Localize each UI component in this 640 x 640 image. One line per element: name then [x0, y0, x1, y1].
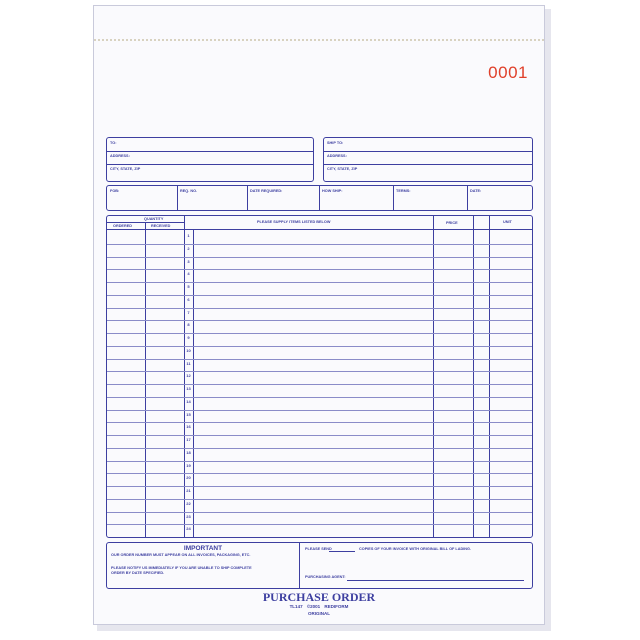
row-divider — [107, 244, 532, 245]
row-number: 8 — [187, 322, 190, 328]
form-title: PURCHASE ORDER — [262, 590, 376, 604]
row-number: 5 — [187, 284, 190, 289]
row-number: 19 — [186, 462, 191, 468]
row-number: 9 — [187, 335, 190, 340]
row-number: 4 — [187, 271, 190, 277]
row-number: 13 — [186, 386, 191, 391]
row-number: 15 — [186, 411, 191, 417]
address-label: ADDRESS: — [110, 154, 130, 158]
ship-address-label: ADDRESS: — [327, 154, 347, 158]
to-label: TO: — [110, 141, 117, 145]
order-info-row — [106, 185, 533, 211]
row-divider — [107, 333, 532, 334]
row-number: 21 — [186, 488, 191, 493]
row-number: 11 — [186, 360, 191, 366]
po-number: 0001 — [488, 63, 528, 82]
row-number: 12 — [186, 373, 191, 379]
row-divider — [107, 473, 532, 474]
vendor-block — [106, 137, 314, 182]
row-divider — [107, 448, 532, 449]
ship-to-label: SHIP TO: — [327, 141, 344, 145]
row-divider — [107, 410, 532, 411]
form-code: TL147 — [289, 604, 303, 609]
row-number: 18 — [186, 449, 191, 455]
row-number: 3 — [187, 258, 190, 264]
row-number: 7 — [187, 309, 190, 315]
received-header: RECEIVED — [151, 224, 171, 228]
row-number: 20 — [186, 475, 191, 481]
row-divider — [107, 524, 532, 525]
form-code-line — [94, 604, 544, 609]
ordered-header: ORDERED — [113, 224, 132, 228]
important-title: IMPORTANT — [183, 545, 223, 552]
req-no-label: REQ. NO. — [180, 189, 198, 193]
row-number: 6 — [187, 296, 190, 302]
row-divider — [107, 435, 532, 436]
quantity-header: QUANTITY — [144, 217, 164, 221]
form-brand: ©2001 REDIFORM — [306, 604, 349, 609]
row-divider — [107, 486, 532, 487]
row-divider — [107, 282, 532, 283]
please-send-label: PLEASE SEND — [305, 547, 332, 551]
row-number: 16 — [186, 424, 191, 430]
row-divider — [107, 320, 532, 321]
date-label: DATE: — [470, 189, 482, 193]
row-number: 10 — [186, 347, 191, 353]
fob-label: FOB: — [110, 189, 120, 193]
row-divider — [107, 499, 532, 500]
how-ship-label: HOW SHIP: — [322, 189, 343, 193]
row-number: 2 — [187, 245, 190, 251]
row-number: 22 — [186, 500, 191, 506]
row-number: 1 — [187, 233, 190, 238]
row-divider — [107, 257, 532, 258]
row-divider — [107, 371, 532, 372]
row-divider — [107, 397, 532, 398]
copies-label: COPIES OF YOUR INVOICE WITH ORIGINAL BILL OF LADING. — [359, 547, 472, 551]
row-divider — [107, 295, 532, 296]
ship-city-label: CITY, STATE, ZIP — [327, 167, 358, 171]
important-box — [106, 542, 533, 589]
row-divider — [107, 269, 532, 270]
purchase-order-form — [93, 5, 545, 625]
date-required-label: DATE REQUIRED: — [250, 189, 283, 193]
row-divider — [107, 308, 532, 309]
important-line-1: OUR ORDER NUMBER MUST APPEAR ON ALL INVOICES, PACKAGING, ETC. — [111, 553, 251, 557]
items-table — [106, 215, 533, 538]
row-divider — [107, 359, 532, 360]
row-number: 23 — [186, 513, 191, 519]
row-divider — [107, 346, 532, 347]
city-label: CITY, STATE, ZIP — [110, 167, 141, 171]
items-header: PLEASE SUPPLY ITEMS LISTED BELOW — [257, 220, 331, 224]
unit-header: UNIT — [503, 220, 512, 224]
terms-label: TERMS: — [396, 189, 411, 193]
ship-to-block — [323, 137, 533, 182]
copy-label: ORIGINAL — [308, 611, 330, 616]
row-divider — [107, 461, 532, 462]
price-header: PRICE — [446, 221, 458, 225]
row-divider — [107, 384, 532, 385]
row-number: 14 — [186, 398, 191, 404]
purchasing-agent-label: PURCHASING AGENT: — [305, 575, 346, 579]
perforation-line — [94, 39, 544, 41]
row-divider — [107, 422, 532, 423]
important-line-2: PLEASE NOTIFY US IMMEDIATELY IF YOU ARE UNABLE TO SHIP COMPLETE ORDER BY DATE SPECIFIED. — [111, 566, 252, 575]
row-divider — [107, 512, 532, 513]
row-number: 17 — [186, 437, 191, 442]
row-number: 24 — [186, 526, 191, 532]
